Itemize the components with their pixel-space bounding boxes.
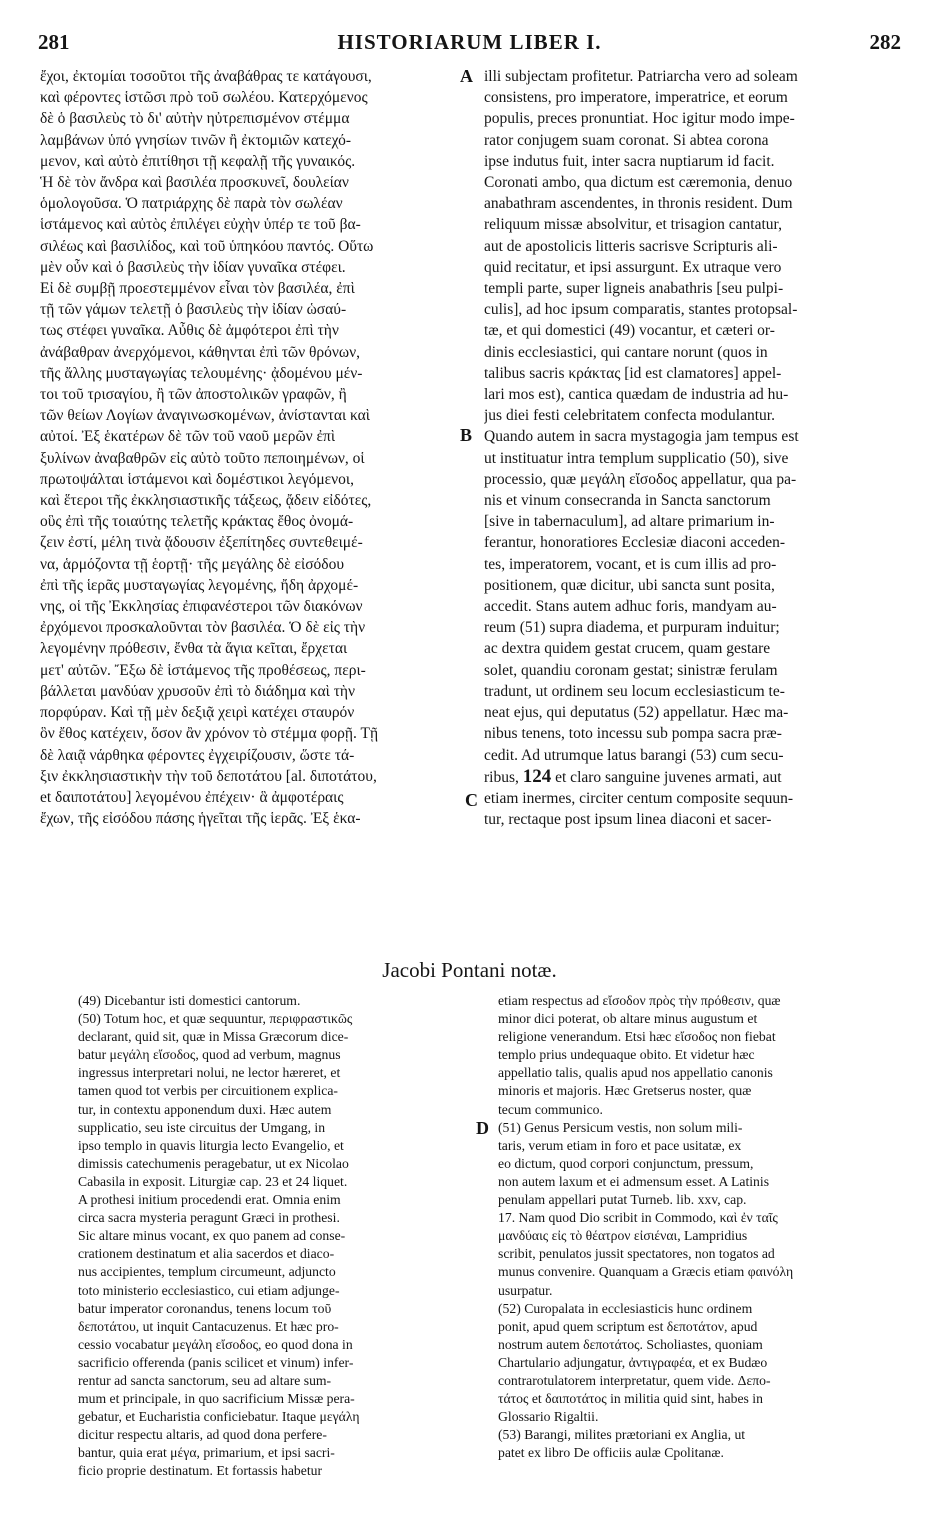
- greek-text-line: μετ' αὐτῶν. Ἔξω δὲ ἱστάμενος τῆς προθέσεως, περι-: [40, 661, 366, 679]
- notes-title: Jacobi Pontani notæ.: [382, 958, 557, 982]
- latin-text-line: reliquum missæ absolvitur, et trisagion cantatur,: [484, 216, 782, 234]
- greek-text-line: δὲ λαιᾷ νάρθηκα φέροντες ἐγχειρίζουσιν, ὥστε τά-: [40, 746, 355, 764]
- latin-text-line: tradunt, ut ordinem seu locum ecclesiasticum te-: [484, 682, 785, 700]
- note-line: (51) Genus Persicum vestis, non solum mili-: [498, 1119, 743, 1135]
- note-line: (50) Totum hoc, et quæ sequuntur, περιφραστικῶς: [78, 1011, 353, 1027]
- latin-text-line-with-pagenum: [484, 766, 904, 788]
- latin-text-line: cedit. Ad utrumque latus barangi (53) cum secu-: [484, 746, 784, 764]
- note-line: ficio proprie destinatum. Et fortassis habetur: [78, 1463, 323, 1479]
- greek-text-line: καὶ φέροντες ἱστῶσι πρὸ τοῦ σωλέου. Κατερχόμενος: [40, 89, 368, 107]
- note-line: batur μεγάλη εἴσοδος, quod ad verbum, magnus: [78, 1047, 341, 1063]
- latin-text-line: rator conjugem suam coronat. Si abtea corona: [484, 131, 769, 149]
- note-line: tur, in contextu apponendum duxi. Hæc autem: [78, 1101, 332, 1117]
- latin-text-line: tæ, et qui domestici (49) vocantur, et cæteri or-: [484, 322, 775, 340]
- latin-text-line: lari mos est), cantica quædam de industria ad hu-: [484, 386, 789, 404]
- margin-marker-a: A: [460, 66, 473, 86]
- note-line: declarant, quid sit, quæ in Missa Græcorum dice-: [78, 1029, 349, 1045]
- latin-text-line: dinis ecclesiastici, qui cantare norunt (quos in: [484, 343, 768, 361]
- note-line: usurpatur.: [498, 1282, 553, 1298]
- note-line: munus convenire. Quanquam a Græcis etiam φαινόλη: [498, 1264, 794, 1280]
- notes-right-column: [498, 992, 908, 1462]
- greek-text-line: τῇ τῶν γάμων τελετῇ ὁ βασιλεὺς τὴν ἰδίαν ὡσαύ-: [40, 301, 347, 319]
- running-header: [38, 30, 901, 56]
- greek-text-line: ὁμολογοῦσα. Ὁ πατριάρχης δὲ παρὰ τὸν σωλέαν: [40, 195, 343, 213]
- latin-text-line: tur, rectaque post ipsum linea diaconi et sacer-: [484, 811, 772, 829]
- latin-text-line: reum (51) supra diadema, et purpuram induitur;: [484, 619, 780, 637]
- latin-text-line: tes, imperatorem, vocant, et is cum illis ad pro-: [484, 555, 777, 573]
- note-line: (49) Dicebantur isti domestici cantorum.: [78, 993, 301, 1008]
- latin-text-line: consistens, pro imperatore, imperatrice, et eorum: [484, 89, 788, 107]
- greek-text-line: τῶν θείων Λογίων ἀναγινωσκομένων, ἀνίστανται καὶ: [40, 407, 370, 425]
- note-line: 17. Nam quod Dio scribit in Commodo, καὶ ἐν ταῖς: [498, 1210, 778, 1226]
- note-line: Cabasila in exposit. Liturgiæ cap. 23 et 24 liquet.: [78, 1173, 348, 1189]
- note-line: tecum communico.: [498, 1101, 603, 1117]
- latin-text-line: nis et vinum consecranda in Sancta sanctorum: [484, 492, 771, 510]
- latin-text-line: templi parte, super ligneis anabathris [seu pulpi-: [484, 280, 784, 298]
- latin-text-line: ac dextra quidem gestat crucem, quam gestare: [484, 640, 771, 658]
- note-line: gebatur, et Eucharistia conficiebatur. Itaque μεγάλη: [78, 1409, 360, 1425]
- latin-text-line: accedit. Stans autem adhuc foris, mandyam au-: [484, 598, 777, 616]
- note-line: ipso templo in quavis liturgia lecto Evangelio, et: [78, 1137, 344, 1153]
- note-line: appellatio talis, qualis apud nos appellatio canonis: [498, 1065, 773, 1081]
- note-line: non autem laxum et ei admensum esset. A Latinis: [498, 1173, 770, 1189]
- latin-text-line: solet, quandiu coronam gestat; sinistræ ferulam: [484, 661, 778, 679]
- latin-text-fragment: ribus,: [484, 768, 519, 786]
- greek-text-line: πορφύραν. Καὶ τῇ μὲν δεξιᾷ χειρὶ κατέχει σταυρόν: [40, 704, 355, 722]
- note-line: Glossario Rigaltii.: [498, 1409, 599, 1425]
- greek-text-line: ἱστάμενος καὶ αὐτὸς ἐπιλέγει εὐχὴν ὑπέρ τε τοῦ βα-: [40, 216, 361, 234]
- latin-text-line: aut de apostolicis litteris sacrisve Scripturis ali-: [484, 237, 778, 255]
- greek-text-column: [40, 66, 458, 829]
- latin-text-fragment: et claro sanguine juvenes armati, aut: [555, 768, 782, 786]
- note-line: minoris et majoris. Hæc Gretserus noster, quæ: [498, 1083, 752, 1099]
- note-line: scribit, penulatos jussit spectatores, non togatos ad: [498, 1246, 775, 1262]
- note-line: (53) Barangi, milites prætoriani ex Anglia, ut: [498, 1427, 746, 1443]
- greek-text-line: οὓς ἐπὶ τῆς τοιαύτης τελετῆς κράκτας ἔθος ὀνομά-: [40, 513, 354, 531]
- note-line: (52) Curopalata in ecclesiasticis hunc ordinem: [498, 1300, 753, 1316]
- running-title: HISTORIARUM LIBER I.: [337, 30, 602, 54]
- greek-text-line: Εἰ δὲ συμβῇ προεστεμμένον εἶναι τὸν βασιλέα, ἐπὶ: [40, 280, 355, 298]
- note-line: etiam respectus ad εἴσοδον πρὸς τὴν πρόθεσιν, quæ: [498, 993, 781, 1008]
- latin-text-line: quid recitatur, et ipsi assurgunt. Ex utraque vero: [484, 258, 782, 276]
- note-line: circa sacra mysteria peragunt Græci in prothesi.: [78, 1210, 340, 1226]
- inline-page-number: 124: [522, 765, 552, 787]
- latin-text-line: anabathram ascendentes, in thronis resident. Dum: [484, 195, 793, 213]
- margin-marker-c: C: [465, 790, 478, 810]
- latin-text-line: jus diei festi celebritatem confecta modulantur.: [484, 407, 775, 425]
- latin-text-line: [sive in tabernaculum], ad altare primarium in-: [484, 513, 775, 531]
- greek-text-line: Ἡ δὲ τὸν ἄνδρα καὶ βασιλέα προσκυνεῖ, δουλείαν: [40, 174, 349, 192]
- greek-text-line: λαμβάνων ὑπό γνησίων τινῶν ἢ ἐκτομιῶν κατεχό-: [40, 131, 352, 149]
- latin-text-line: Coronati ambo, qua dictum est cæremonia, denuo: [484, 174, 793, 192]
- note-line: dimissis catechumenis peragebatur, ut ex Nicolao: [78, 1155, 349, 1171]
- greek-text-line: et δαιποτάτου] λεγομένου ἐπέχειν· ἃ ἀμφοτέραις: [40, 788, 344, 806]
- greek-text-line: ἐρχόμενοι προσκαλοῦνται τὸν βασιλέα. Ὁ δὲ εἰς τὴν: [40, 619, 366, 637]
- note-line: tamen quod tot verbis per circuitionem explica-: [78, 1083, 338, 1099]
- note-line: bantur, quia erat μέγα, primarium, et ipsi sacri-: [78, 1445, 335, 1461]
- greek-text-line: τοι τοῦ τρισαγίου, ἢ τῶν ἀποστολικῶν γραφῶν, ἢ: [40, 386, 347, 404]
- note-line: δεποτάτου, ut inquit Cantacuzenus. Et hæc pro-: [78, 1318, 339, 1334]
- note-line: τάτος et δαιποτάτος in militia quid sint, habes in: [498, 1391, 763, 1407]
- note-line: Chartulario adjungatur, ἀντιγραφέα, et ex Budæo: [498, 1354, 768, 1370]
- note-line: ponit, apud quem scriptum est δεποτάτον, apud: [498, 1318, 758, 1334]
- note-line: cessio vocabatur μεγάλη εἴσοδος, eo quod dona in: [78, 1336, 353, 1352]
- latin-text-line: illi subjectam profitetur. Patriarcha vero ad soleam: [484, 68, 798, 85]
- page-number-right: 282: [869, 30, 901, 54]
- latin-text-line: Quando autem in sacra mystagogia jam tempus est: [484, 428, 799, 446]
- greek-text-line: ὃν ἔθος κατέχειν, ὅσον ἂν χρόνον τὸ στέμμα φορῇ. Τῇ: [40, 725, 379, 743]
- note-line: eo dictum, quod corpori conjunctum, pressum,: [498, 1155, 754, 1171]
- greek-text-line: αὐτοί. Ἐξ ἑκατέρων δὲ τῶν τοῦ ναοῦ μερῶν ἐπὶ: [40, 428, 336, 446]
- note-line: supplicatio, seu iste circuitus der Umgang, in: [78, 1119, 326, 1135]
- note-line: minor dici poterat, ob altare minus augustum et: [498, 1011, 758, 1027]
- greek-text-line: ἐπὶ τῆς ἱερᾶς μυσταγωγίας λεγομένης, ἤδη ἀρχομέ-: [40, 576, 359, 594]
- note-line: mum et principale, in quo sacrificium Missæ pera-: [78, 1391, 355, 1407]
- greek-text-line: τῆς ἄλλης μυσταγωγίας τελουμένης· ᾀδομένου μέν-: [40, 364, 363, 382]
- latin-text-line: culis], ad hoc ipsum comparatis, stantes protopsal-: [484, 301, 798, 319]
- note-line: templo prius undequaque obito. Et videtur hæc: [498, 1047, 755, 1063]
- page-number-left: 281: [38, 30, 70, 54]
- note-line: patet ex libro De officiis aulæ Cpolitanæ.: [498, 1445, 724, 1461]
- latin-text-line: ferantur, honoratiores Ecclesiæ diaconi acceden-: [484, 534, 786, 552]
- greek-text-line: να, ἁρμόζοντα τῇ ἑορτῇ· τῆς μεγάλης δὲ εἰσόδου: [40, 555, 345, 573]
- greek-text-line: ἀνάβαθραν ἀνερχόμενοι, κάθηνται ἐπὶ τῶν θρόνων,: [40, 343, 361, 361]
- note-line: nostrum autem δεποτάτος. Scholiastes, quoniam: [498, 1336, 763, 1352]
- note-line: A prothesi initium procedendi erat. Omnia enim: [78, 1192, 341, 1208]
- note-line: toto ministerio ecclesiastico, cui etiam adjunge-: [78, 1282, 340, 1298]
- greek-text-line: μενον, καὶ αὐτὸ ἐπιτίθησι τῇ κεφαλῇ τῆς γυναικός.: [40, 152, 356, 170]
- latin-text-line: neat ejus, qui deputatus (52) appellatur. Hæc ma-: [484, 704, 789, 722]
- margin-marker-d: D: [476, 1118, 489, 1138]
- note-line: crationem destinatum et alia sacerdos et diaco-: [78, 1246, 335, 1262]
- note-line: nus accipientes, templum circumeunt, adjuncto: [78, 1264, 336, 1280]
- greek-text-line: ξιν ἐκκλησιαστικὴν τὴν τοῦ δεποτάτου [al. διποτάτου,: [40, 767, 377, 785]
- greek-text-line: ἔχοι, ἐκτομίαι τοσοῦτοι τῆς ἀναβάθρας τε κατάγουσι,: [40, 68, 372, 85]
- greek-text-line: σιλέως καὶ βασιλίδος, καὶ τοῦ ὑπηκόου παντός. Οὕτω: [40, 237, 374, 255]
- latin-text-line: positionem, quæ dicitur, ubi sancta sunt posita,: [484, 576, 775, 594]
- latin-text-line: populis, preces pronuntiat. Hoc igitur modo impe-: [484, 110, 795, 128]
- greek-text-line: πρωτοψάλται ἱστάμενοι καὶ δομέστικοι λεγόμενοι,: [40, 470, 354, 488]
- note-line: batur imperator coronandus, tenens locum τοῦ: [78, 1300, 332, 1316]
- note-line: sacrificio offerenda (panis scilicet et vinum) infer-: [78, 1354, 354, 1370]
- latin-text-line: processio, quæ μεγάλη εἴσοδος appellatur, qua pa-: [484, 470, 797, 488]
- note-line: Sic altare minus vocant, ex quo panem ad conse-: [78, 1228, 346, 1244]
- latin-text-line: ut instituatur intra templum supplicatio (50), sive: [484, 449, 789, 467]
- greek-text-line: μὲν οὖν καὶ ὁ βασιλεὺς τὴν ἰδίαν γυναῖκα στέφει.: [40, 258, 346, 276]
- margin-marker-b: B: [460, 425, 473, 445]
- note-line: contrarotulatorem interpretatur, quem vide. Δεπο-: [498, 1372, 771, 1388]
- greek-text-line: ξυλίνων ἀναβαθρῶν εἰς αὐτὸ τοῦτο πεποιημένων, οἱ: [40, 449, 365, 467]
- greek-text-line: βάλλεται μανδύαν χρυσοῦν ἐπὶ τὸ διάδημα καὶ τὴν: [40, 682, 356, 700]
- greek-text-line: ἔχων, τῆς εἰσόδου πάσης ἡγεῖται τῆς ἱερᾶς. Ἐξ ἑκα-: [40, 810, 361, 828]
- greek-text-line: λεγομένην πρόθεσιν, ἔνθα τὰ ἅγια κεῖται, ἔρχεται: [40, 640, 348, 658]
- greek-text-line: τως στέφει γυναῖκα. Αὖθις δὲ ἀμφότεροι ἐπὶ τὴν: [40, 322, 339, 340]
- note-line: dicitur respectu altaris, ad quod dona perfere-: [78, 1427, 327, 1443]
- latin-text-line: etiam inermes, circiter centum composite sequun-: [484, 789, 794, 807]
- note-line: taris, verum etiam in foro et pace usitatæ, ex: [498, 1137, 742, 1153]
- notes-left-column: [78, 992, 478, 1481]
- note-line: religione venerandum. Etsi hæc εἴσοδος non fiebat: [498, 1029, 776, 1045]
- greek-text-line: καὶ ἕτεροι τῆς ἐκκλησιαστικῆς τάξεως, ᾄδειν εἰδότες,: [40, 492, 372, 510]
- latin-text-column: [484, 66, 904, 830]
- greek-text-line: δὲ ὁ βασιλεὺς τὸ δι' αὐτὴν ηὐτρεπισμένον στέμμα: [40, 110, 350, 128]
- latin-text-line: ipse indutus fuit, inter sacra nuptiarum id facit.: [484, 152, 775, 170]
- note-line: penulam appellari putat Turneb. lib. xxv, cap.: [498, 1192, 747, 1208]
- note-line: ingressus interpretari nolui, ne lector hæreret, et: [78, 1065, 341, 1081]
- greek-text-line: νης, οἱ τῆς Ἐκκλησίας ἐπιφανέστεροι τῶν διακόνων: [40, 598, 363, 616]
- greek-text-line: ζειν ἐστί, μέλη τινὰ ᾄδουσιν ἐξεπίτηδες συντεθειμέ-: [40, 534, 363, 552]
- latin-text-line: nibus tenens, toto incessu sub pompa sacra præ-: [484, 725, 782, 743]
- note-line: rentur ad sancta sanctorum, seu ad altare sum-: [78, 1372, 332, 1388]
- latin-text-line: talibus sacris κράκτας [id est clamatores] appel-: [484, 364, 782, 382]
- note-line: μανδύαις εἰς τὸ θέατρον εἰσιέναι, Lampridius: [498, 1228, 748, 1244]
